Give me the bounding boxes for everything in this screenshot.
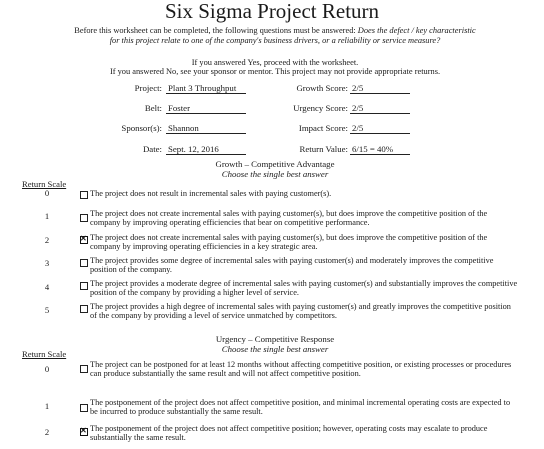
check-mark-icon: ✕: [80, 234, 87, 243]
growth-option-2-text: The project does not create incremental sales with paying customer(s), but does improve the competitive position of the company by improving operating efficiencies in a key strategic area.: [90, 233, 488, 252]
page-title: Six Sigma Project Return: [164, 0, 380, 23]
belt-label: Belt:: [144, 103, 162, 113]
urgency-option-0-checkbox[interactable]: [80, 365, 88, 373]
growth-option-0-text: The project does not result in incremental sales with paying customer(s).: [90, 189, 332, 198]
growth-option-1-checkbox[interactable]: [80, 214, 88, 222]
urgency-return-scale-header: Return Scale: [22, 349, 67, 359]
instructions: [60, 58, 490, 77]
project-label: Project:: [134, 83, 162, 93]
urgency-score-label: Urgency Score:: [293, 103, 348, 113]
intro-question-part2: for this project relate to one of the company's business drivers, or a reliability or service measure?: [109, 35, 441, 45]
urgency-option-0-text: The project can be postponed for at least 12 months without affecting competitive position, or existing processes or procedures can produce substantially the same result and will not affect competitive position.: [90, 360, 512, 379]
growth-option-3-text: The project provides some degree of incremental sales with paying customer(s) and moderately improves the competitive position of the company.: [90, 256, 494, 275]
growth-score-5: 5: [44, 305, 50, 315]
date-label: Date:: [142, 144, 162, 154]
growth-score-1: 1: [44, 211, 50, 221]
growth-option-4-checkbox[interactable]: [80, 282, 88, 290]
growth-option-0-checkbox[interactable]: [80, 191, 88, 199]
growth-heading: Growth – Competitive Advantage: [215, 159, 335, 169]
check-mark-icon: ✕: [80, 426, 87, 435]
growth-option-4-text: The project provides a moderate degree of incremental sales with paying customer(s) and substantially improves the competitive position of the company by providing a higher level of service.: [90, 279, 518, 298]
growth-score-2: 2: [44, 235, 50, 245]
growth-score-3: 3: [44, 258, 50, 268]
sponsor-field[interactable]: Shannon: [166, 123, 246, 134]
growth-option-1-text: The project does not create incremental sales with paying customer(s), but does improve the competitive position of the company by improving operating efficiencies that bear on competitive performance.: [90, 209, 488, 228]
growth-score-label: Growth Score:: [296, 83, 348, 93]
growth-score-4: 4: [44, 282, 50, 292]
urgency-score-field[interactable]: 2/5: [350, 103, 410, 114]
urgency-option-2-text: The postponement of the project does not affect competitive position; however, operating costs may escalate to produce substantially the same result.: [90, 424, 488, 443]
growth-option-3-checkbox[interactable]: [80, 259, 88, 267]
growth-subheading: Choose the single best answer: [221, 169, 329, 179]
intro-lead: Before this worksheet can be completed, the following questions must be answered:: [74, 26, 358, 35]
urgency-subheading: Choose the single best answer: [221, 344, 329, 354]
urgency-option-2-checkbox[interactable]: [80, 428, 88, 436]
sponsor-label: Sponsor(s):: [121, 123, 162, 133]
urgency-score-2: 2: [44, 427, 50, 437]
project-field[interactable]: Plant 3 Throughput: [166, 83, 246, 94]
growth-return-scale-header: Return Scale: [22, 179, 67, 189]
urgency-heading: Urgency – Competitive Response: [215, 334, 335, 344]
urgency-score-0: 0: [44, 364, 50, 374]
urgency-option-1-checkbox[interactable]: [80, 404, 88, 412]
return-value-label: Return Value:: [299, 144, 348, 154]
impact-score-label: Impact Score:: [298, 123, 348, 133]
belt-field[interactable]: Foster: [166, 103, 246, 114]
growth-score-field[interactable]: 2/5: [350, 83, 410, 94]
growth-option-5-checkbox[interactable]: [80, 305, 88, 313]
growth-option-2-checkbox[interactable]: [80, 236, 88, 244]
urgency-score-1: 1: [44, 401, 50, 411]
intro-text: [30, 26, 520, 45]
urgency-option-1-text: The postponement of the project does not affect competitive position, and minimal incremental operating costs are expected to be incurred to produce substantially the same result.: [90, 398, 511, 417]
return-value-field[interactable]: 6/15 = 40%: [350, 144, 410, 155]
date-field[interactable]: Sept. 12, 2016: [166, 144, 246, 155]
intro-question-part1: Does the defect / key characteristic: [357, 26, 476, 35]
instruction-no: If you answered No, see your sponsor or mentor. This project may not provide appropriate returns.: [109, 67, 441, 77]
growth-option-5-text: The project provides a high degree of incremental sales with paying customer(s) and greatly improves the competitive position of the company by providing a level of service unmatched by competitors.: [90, 302, 511, 321]
impact-score-field[interactable]: 2/5: [350, 123, 410, 134]
growth-score-0: 0: [44, 188, 50, 198]
instruction-yes: If you answered Yes, proceed with the worksheet.: [191, 58, 359, 67]
